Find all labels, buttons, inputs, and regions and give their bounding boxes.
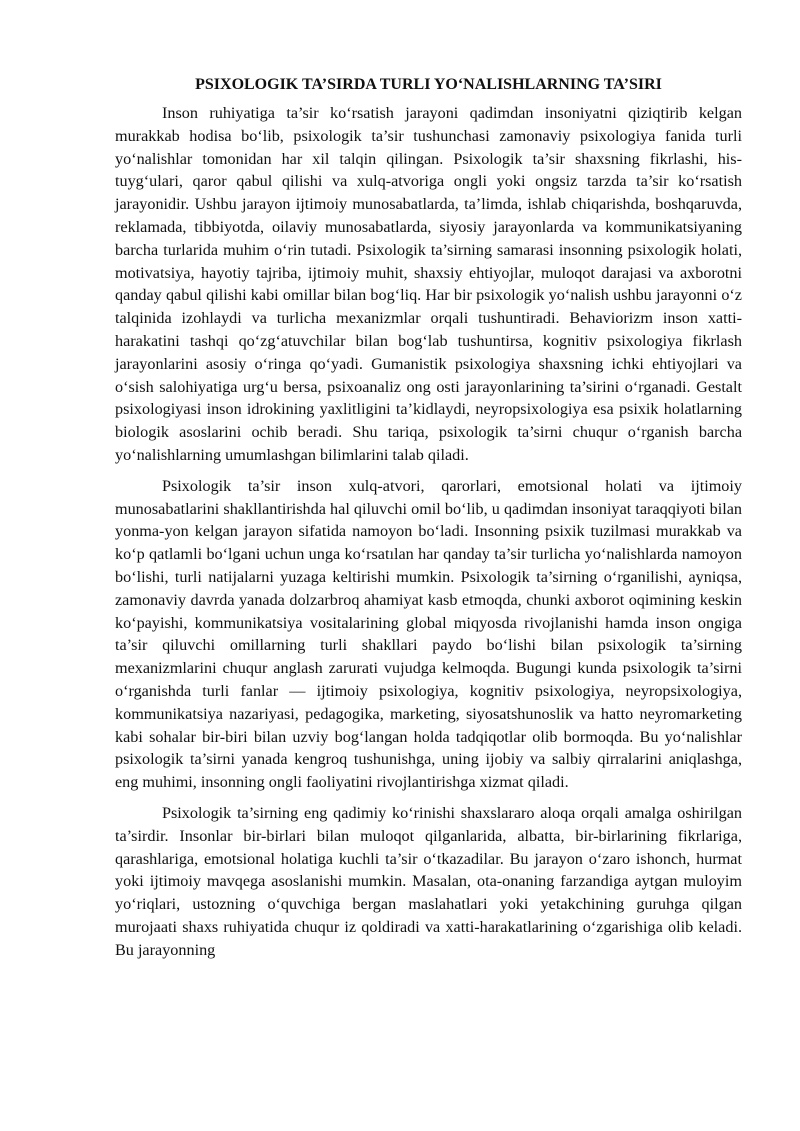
document-body	[115, 74, 742, 969]
paragraph-3: Psixologik ta’sirning eng qadimiy ko‘rinishi shaxslararo aloqa orqali amalga oshirilgan ta’sirdir. Insonlar bir-birlari bilan muloqot qilganlarida, albatta, bir-birlarining fikrlariga, qarashlariga, emotsional holatiga kuchli ta’sir o‘tkazadilar. Bu jarayon o‘zaro ishonch, hurmat yoki ijtimoiy mavqega asoslanishi mumkin. Masalan, ota-onaning farzandiga aytgan muloyim yo‘riqlari, ustozning o‘quvchiga bergan maslahatlari yoki yetakchining guruhga qilgan murojaati shaxs ruhiyatida chuqur iz qoldiradi va xatti-harakatlarining o‘zgarishiga olib keladi. Bu jarayonning	[115, 803, 742, 959]
paragraph-1: Inson ruhiyatiga ta’sir ko‘rsatish jarayoni qadimdan insoniyatni qiziqtirib kelgan murakkab hodisa bo‘lib, psixologik ta’sir tushunchasi zamonaviy psixologiya fanida turli yo‘nalishlar tomonidan har xil talqin qilingan. Psixologik ta’sir shaxsning fikrlashi, his-tuyg‘ulari, qaror qabul qilishi va xulq-atvoriga ongli yoki ongsiz tarzda ta’sir ko‘rsatish jarayonidir. Ushbu jarayon ijtimoiy munosabatlarda, ta’limda, ishlab chiqarishda, boshqaruvda, reklamada, tibbiyotda, oilaviy munosabatlarda, siyosiy jarayonlarda va kommunikatsiyaning barcha turlarida muhim o‘rin tutadi. Psixologik ta’sirning samarasi insonning psixologik holati, motivatsiya, hayotiy tajriba, ijtimoiy muhit, shaxsiy ehtiyojlar, muloqot darajasi va axborotni qanday qabul qilishi kabi omillar bilan bog‘liq. Har bir psixologik yo‘nalish ushbu jarayonni o‘z talqinida izohlaydi va turlicha mexanizmlar orqali tushuntiradi. Behaviorizm inson xatti-harakatini tashqi qo‘zg‘atuvchilar bilan bog‘lab tushuntirsa, kognitiv psixologiya fikrlash jarayonlarini asosiy o‘ringa qo‘yadi. Gumanistik psixologiya shaxsning ichki ehtiyojlari va o‘sish salohiyatiga urg‘u bersa, psixoanaliz ong osti jarayonlarining ta’sirini o‘rganadi. Gestalt psixologiyasi inson idrokining yaxlitligini ta’kidlaydi, neyropsixologiya esa psixik holatlarning biologik asoslarini ochib beradi. Shu tariqa, psixologik ta’sirni chuqur o‘rganish barcha yo‘nalishlarning umumlashgan bilimlarini talab qiladi.	[115, 104, 742, 464]
document-title: PSIXOLOGIK TA’SIRDA TURLI YO‘NALISHLARNING TA’SIRI	[195, 76, 662, 93]
paragraph-2: Psixologik ta’sir inson xulq-atvori, qarorlari, emotsional holati va ijtimoiy munosabatlarini shakllantirishda hal qiluvchi omil bo‘lib, u qadimdan insoniyat taraqqiyoti bilan yonma-yon kelgan jarayon sifatida namoyon bo‘ladi. Insonning psixik tuzilmasi murakkab va ko‘p qatlamli bo‘lgani uchun unga ko‘rsatılan har qanday ta’sir turlicha yo‘nalishlarda namoyon bo‘lishi, turli natijalarni yuzaga keltirishi mumkin. Psixologik ta’sirning o‘rganilishi, ayniqsa, zamonaviy davrda yanada dolzarbroq ahamiyat kasb etmoqda, chunki axborot oqimining keskin ko‘payishi, kommunikatsiya vositalarining global miqyosda rivojlanishi hamda inson ongiga ta’sir qiluvchi omillarning turli shakllari paydo bo‘lishi bilan psixologik ta’sirning mexanizmlarini chuqur anglash zarurati vujudga kelmoqda. Bugungi kunda psixologik ta’sirni o‘rganishda turli fanlar — ijtimoiy psixologiya, kognitiv psixologiya, neyropsixologiya, kommunikatsiya nazariyasi, pedagogika, marketing, siyosatshunoslik va hatto neyromarketing kabi sohalar bir-biri bilan uzviy bog‘langan holda tadqiqotlar olib bormoqda. Bu yo‘nalishlar psixologik ta’sirni yanada kengroq tushunishga, uning ijobiy va salbiy qirralarini aniqlashga, eng muhimi, insonning ongli faoliyatini rivojlantirishga xizmat qiladi.	[115, 476, 742, 792]
